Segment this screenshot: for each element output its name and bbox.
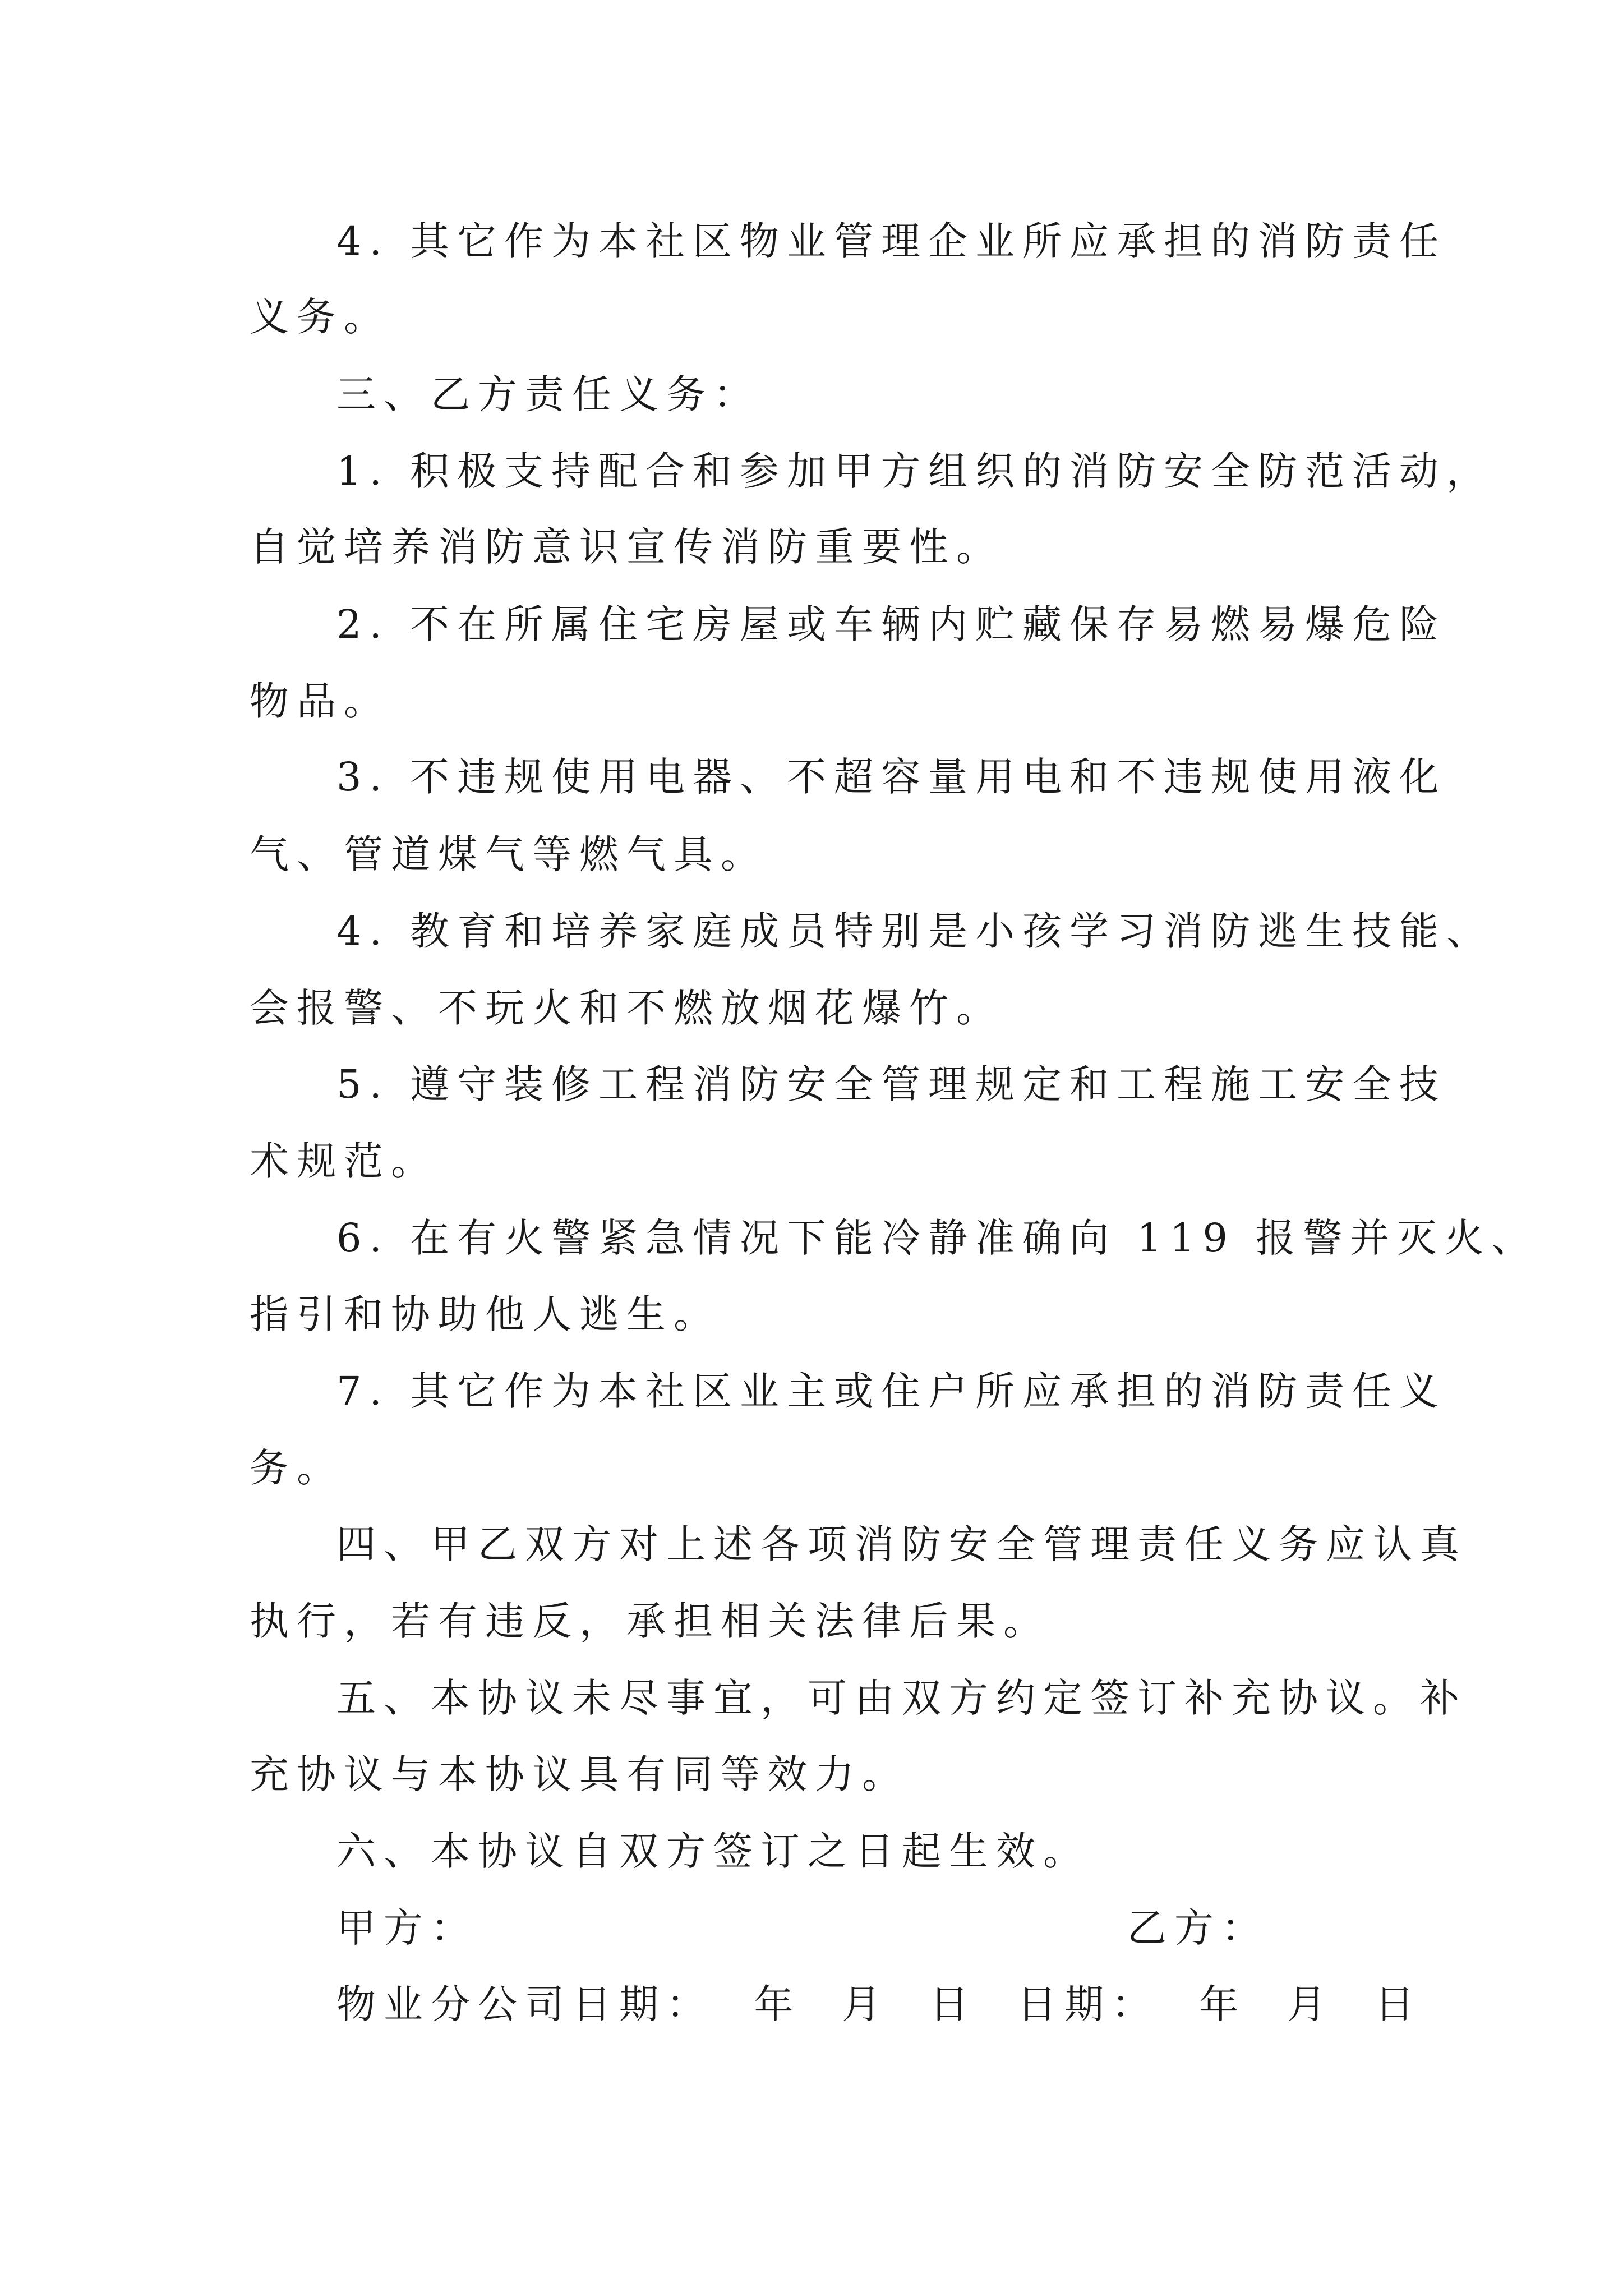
paragraph-line: 务。: [250, 1445, 344, 1491]
paragraph-line: 指引和协助他人逃生。: [250, 1291, 721, 1337]
paragraph-line: 5. 遵守装修工程消防安全管理规定和工程施工安全技: [336, 1061, 1447, 1107]
paragraph-line: 充协议与本协议具有同等效力。: [250, 1751, 909, 1797]
signature-date-line: 物业分公司日期： 年 月 日 日期： 年 月 日: [336, 1981, 1422, 2027]
paragraph-line: 气、管道煤气等燃气具。: [250, 831, 768, 877]
section-heading: 三、乙方责任义务：: [336, 371, 760, 417]
paragraph-line: 6. 在有火警紧急情况下能冷静准确向 119 报警并灭火、: [336, 1215, 1539, 1261]
paragraph-line: 会报警、不玩火和不燃放烟花爆竹。: [250, 985, 1003, 1031]
party-b-label: 乙方：: [1127, 1905, 1269, 1951]
paragraph-line: 4. 其它作为本社区物业管理企业所应承担的消防责任: [336, 218, 1447, 264]
paragraph-line: 术规范。: [250, 1138, 438, 1184]
paragraph-line: 3. 不违规使用电器、不超容量用电和不违规使用液化: [336, 754, 1447, 800]
paragraph-line: 义务。: [250, 294, 391, 340]
paragraph-line: 执行，若有违反，承担相关法律后果。: [250, 1598, 1050, 1644]
paragraph-line: 1. 积极支持配合和参加甲方组织的消防安全防范活动，: [336, 448, 1494, 494]
paragraph-line: 物品。: [250, 678, 391, 724]
paragraph-line: 四、甲乙双方对上述各项消防安全管理责任义务应认真: [336, 1521, 1467, 1567]
paragraph-line: 自觉培养消防意识宣传消防重要性。: [250, 524, 1003, 570]
paragraph-line: 五、本协议未尽事宜，可由双方约定签订补充协议。补: [336, 1675, 1467, 1721]
paragraph-line: 六、本协议自双方签订之日起生效。: [336, 1828, 1090, 1874]
paragraph-line: 2. 不在所属住宅房屋或车辆内贮藏保存易燃易爆危险: [336, 601, 1447, 647]
paragraph-line: 4. 教育和培养家庭成员特别是小孩学习消防逃生技能、: [336, 908, 1494, 954]
paragraph-line: 7. 其它作为本社区业主或住户所应承担的消防责任义: [336, 1368, 1447, 1414]
party-a-label: 甲方：: [336, 1905, 478, 1951]
